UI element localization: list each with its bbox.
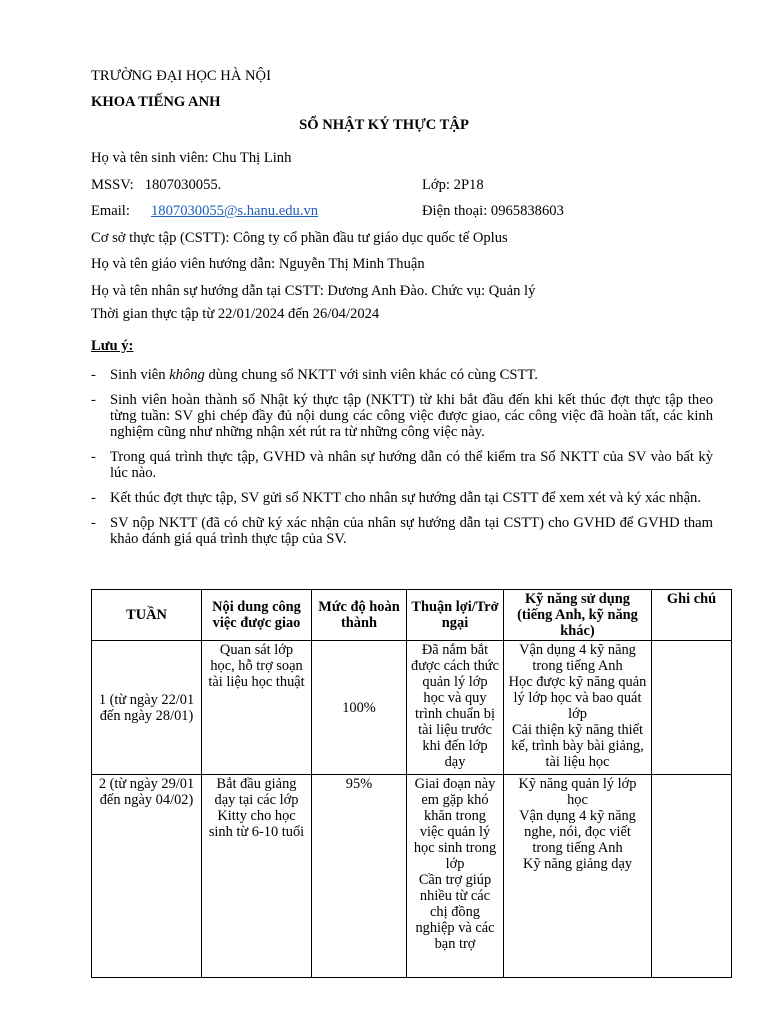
class-label: Lớp:	[422, 177, 450, 193]
header-skills: Kỹ năng sử dụng (tiếng Anh, kỹ năng khác)	[504, 590, 652, 641]
skill-item: Cải thiện kỹ năng thiết kế, trình bày bài giảng, tài liệu học	[511, 722, 644, 770]
table-row	[92, 641, 732, 775]
student-name: Họ và tên sinh viên: Chu Thị Linh	[91, 150, 292, 166]
skill-item: Học được kỹ năng quản lý lớp học và bao quát lớp	[508, 674, 647, 722]
skill-item: Kỹ năng quản lý lớp học	[518, 776, 637, 808]
skill-item: Vận dụng 4 kỹ năng nghe, nói, đọc viết trong tiếng Anh	[519, 808, 636, 856]
header-note: Ghi chú	[652, 590, 732, 641]
header-issues: Thuận lợi/Trở ngại	[407, 590, 504, 641]
note-item: - Sinh viên hoàn thành sổ Nhật ký thực tập (NKTT) từ khi bắt đầu đến khi kết thúc đợt thực tập theo từng tuần: SV ghi chép đầy đủ nội dung các công việc được giao, các công việc đã hoàn tất, các kinh nghiệm cũng như những nhận xét rút ra từ những công việc này.	[91, 392, 713, 440]
note-cell	[652, 641, 732, 775]
table-row	[92, 775, 732, 978]
table-header-row	[92, 590, 732, 641]
phone: Điện thoại: 0965838603	[422, 203, 564, 219]
note-item: - SV nộp NKTT (đã có chữ ký xác nhận của nhân sự hướng dẫn tại CSTT) cho GVHD để GVHD tham khảo đánh giá quá trình thực tập của SV.	[91, 515, 713, 547]
note-item: - Kết thúc đợt thực tập, SV gửi sổ NKTT cho nhân sự hướng dẫn tại CSTT để xem xét và ký xác nhận.	[91, 490, 713, 506]
internship-period: Thời gian thực tập từ 22/01/2024 đến 26/04/2024	[91, 306, 380, 322]
university-name: TRƯỜNG ĐẠI HỌC HÀ NỘI	[91, 68, 271, 84]
supervisor-name: Họ và tên giáo viên hướng dẫn: Nguyễn Thị Minh Thuận	[91, 256, 425, 272]
document-title: SỔ NHẬT KÝ THỰC TẬP	[299, 117, 469, 133]
note-item: - Trong quá trình thực tập, GVHD và nhân sự hướng dẫn có thể kiểm tra Sổ NKTT của SV vào bất kỳ lúc nào.	[91, 449, 713, 481]
note-text: Sinh viên	[110, 367, 170, 383]
issue-item: Cần trợ giúp nhiều từ các chị đồng nghiệp và các bạn trợ	[415, 872, 495, 952]
note-item	[91, 367, 713, 383]
weekly-log-table	[91, 589, 732, 978]
notes-list	[91, 367, 713, 547]
header-completion: Mức độ hoàn thành	[312, 590, 407, 641]
class-value: 2P18	[453, 177, 484, 193]
email-link[interactable]: 1807030055@s.hanu.edu.vn	[151, 203, 319, 219]
completion-cell: 100%	[312, 641, 407, 775]
header-week: TUẦN	[92, 590, 202, 641]
class-info	[422, 176, 484, 194]
issues-cell: Đã nắm bắt được cách thức quản lý lớp học và quy trình chuẩn bị tài liệu trước khi đến lớp dạy	[407, 641, 504, 775]
email-label: Email:	[91, 203, 130, 219]
note-text: dùng chung sổ NKTT với sinh viên khác có cùng CSTT.	[204, 367, 538, 383]
notes-heading: Lưu ý:	[91, 338, 134, 354]
issues-cell	[407, 775, 504, 978]
student-id-value: 1807030055.	[144, 177, 222, 193]
completion-cell: 95%	[312, 775, 407, 978]
note-emphasis: không	[169, 367, 205, 383]
student-id-label: MSSV:	[91, 177, 134, 193]
student-id	[91, 176, 221, 194]
week-cell: 2 (từ ngày 29/01 đến ngày 04/02)	[92, 775, 202, 978]
task-cell: Quan sát lớp học, hỗ trợ soạn tài liệu học thuật	[202, 641, 312, 775]
skills-cell	[504, 641, 652, 775]
issue-item: Giai đoạn này em gặp khó khăn trong việc quản lý học sinh trong lớp	[413, 776, 497, 872]
skill-item: Vận dụng 4 kỹ năng trong tiếng Anh	[519, 642, 636, 674]
skills-cell	[504, 775, 652, 978]
note-cell	[652, 775, 732, 978]
skill-item: Kỹ năng giảng dạy	[522, 856, 633, 872]
header-task: Nội dung công việc được giao	[202, 590, 312, 641]
internship-institution: Cơ sở thực tập (CSTT): Công ty cổ phần đầu tư giáo dục quốc tế Oplus	[91, 230, 508, 246]
week-cell: 1 (từ ngày 22/01 đến ngày 28/01)	[92, 641, 202, 775]
task-cell: Bắt đầu giảng dạy tại các lớp Kitty cho học sinh từ 6-10 tuổi	[202, 775, 312, 978]
faculty-name: KHOA TIẾNG ANH	[91, 94, 221, 110]
mentor-name: Họ và tên nhân sự hướng dẫn tại CSTT: Dương Anh Đào. Chức vụ: Quản lý	[91, 283, 536, 299]
